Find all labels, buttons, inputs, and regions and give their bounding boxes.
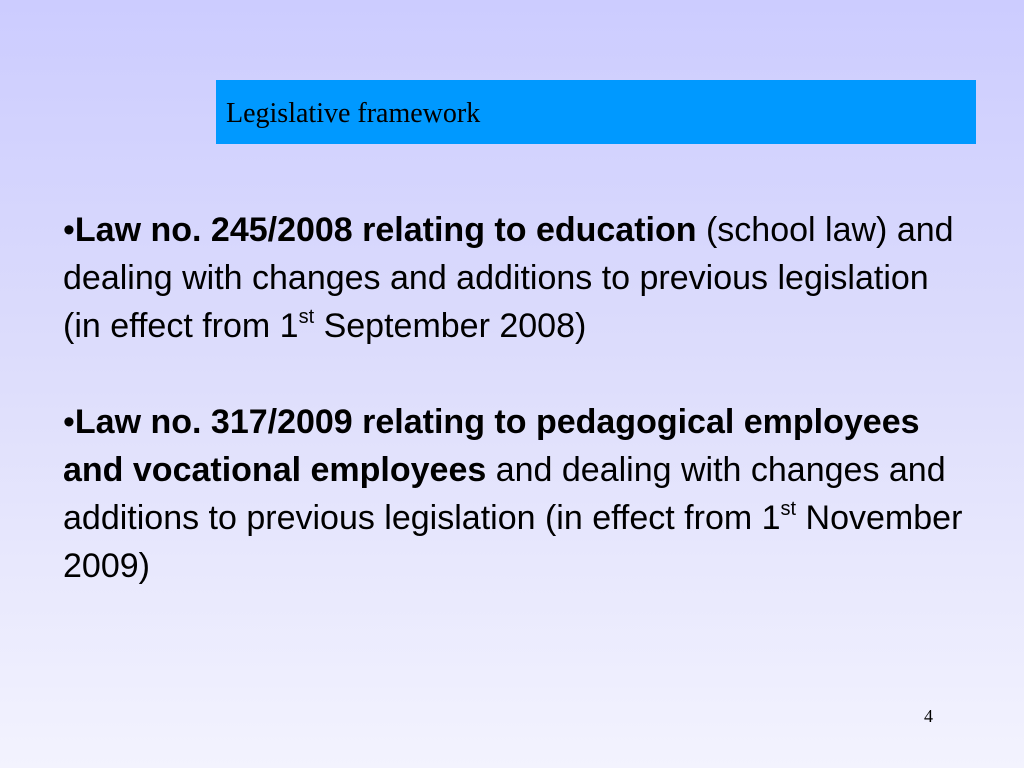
slide-title: Legislative framework <box>226 98 481 129</box>
page-number: 4 <box>924 706 933 726</box>
bullet-marker: • <box>63 403 75 441</box>
slide-content <box>63 206 963 590</box>
ordinal-suffix: st <box>298 306 315 328</box>
bullet-body-text-end: September 2008) <box>314 307 587 345</box>
bullet-body-text: and dealing with changes and additions to previous legislation (in effect from 1 <box>63 451 946 537</box>
bullet-body-text: (school law) and dealing with changes and additions to previous legislation (in effect from 1 <box>63 211 954 345</box>
bullet-bold-text: Law no. 245/2008 relating to education <box>74 211 697 249</box>
bullet-body-text-end: November 2009) <box>63 499 963 585</box>
slide-title-bar <box>216 80 976 144</box>
bullet-marker: • <box>63 211 75 249</box>
bullet-item-law-245-2008 <box>63 206 963 350</box>
bullet-item-law-317-2009 <box>63 398 963 590</box>
bullet-bold-text: Law no. 317/2009 relating to pedagogical employees and vocational employees <box>63 403 920 489</box>
ordinal-suffix: st <box>780 498 797 520</box>
